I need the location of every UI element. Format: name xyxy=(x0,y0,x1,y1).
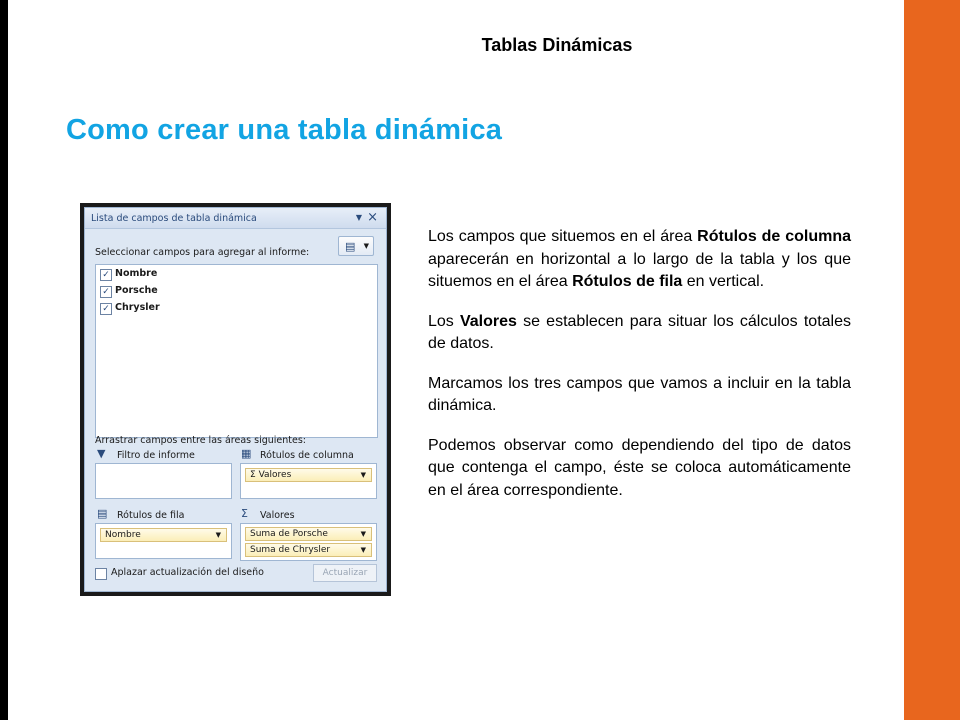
text-run: Los xyxy=(428,312,460,330)
chip-suma-chrysler[interactable] xyxy=(245,543,372,557)
bold-term: Rótulos de fila xyxy=(572,273,683,290)
area-title-columns: Rótulos de columna xyxy=(260,450,354,461)
update-button[interactable]: Actualizar xyxy=(313,564,377,582)
slide-title: Como crear una tabla dinámica xyxy=(66,114,503,146)
defer-update-checkbox[interactable] xyxy=(95,568,107,580)
layout-icon: ▤ xyxy=(345,240,356,253)
close-icon[interactable]: × xyxy=(367,210,378,225)
checkbox[interactable]: ✓ xyxy=(100,269,112,281)
select-fields-label: Seleccionar campos para agregar al informe: xyxy=(95,247,310,258)
pivot-field-list-screenshot xyxy=(80,203,391,596)
text-run: Marcamos los tres campos que vamos a incluir en la tabla dinámica. xyxy=(428,374,851,414)
field-label: Porsche xyxy=(115,285,158,296)
chip-label: Suma de Chrysler xyxy=(250,545,331,555)
pivot-field-list-panel xyxy=(84,207,387,592)
columns-drop-area[interactable] xyxy=(240,463,377,499)
chevron-down-icon: ▼ xyxy=(363,242,369,250)
chip-label: Valores xyxy=(258,470,292,480)
field-label: Nombre xyxy=(115,268,158,279)
panel-titlebar xyxy=(85,208,386,229)
values-drop-area[interactable] xyxy=(240,523,377,561)
chip-suma-porsche[interactable] xyxy=(245,527,372,541)
header-title: Tablas Dinámicas xyxy=(481,35,633,55)
paragraph-1 xyxy=(428,226,851,294)
chevron-down-icon: ▼ xyxy=(360,546,366,554)
chip-label: Nombre xyxy=(105,530,141,540)
text-run: en vertical. xyxy=(682,273,765,290)
rows-icon: ▤ xyxy=(97,507,108,520)
text-run: se establecen para situar los cálculos totales de datos. xyxy=(428,312,852,352)
chip-nombre[interactable] xyxy=(100,528,227,542)
chevron-down-icon: ▼ xyxy=(215,531,221,539)
field-label: Chrysler xyxy=(115,302,160,313)
field-list xyxy=(95,264,378,438)
rows-drop-area[interactable] xyxy=(95,523,232,559)
text-run: Los campos que situemos en el área xyxy=(428,228,698,245)
chevron-down-icon: ▼ xyxy=(360,530,366,538)
checkbox[interactable]: ✓ xyxy=(100,286,112,298)
layout-options-button[interactable] xyxy=(338,236,374,256)
panel-title: Lista de campos de tabla dinámica xyxy=(91,213,257,224)
chevron-down-icon: ▼ xyxy=(360,471,366,479)
left-edge-bar xyxy=(0,0,8,720)
chevron-down-icon[interactable]: ▼ xyxy=(355,213,362,222)
sigma-icon: Σ xyxy=(241,507,248,520)
paragraph-3 xyxy=(428,373,851,418)
paragraph-2 xyxy=(428,311,851,356)
right-accent-bar xyxy=(904,0,960,720)
area-title-filter: Filtro de informe xyxy=(117,450,195,461)
area-title-values: Valores xyxy=(260,510,295,521)
bold-term: Valores xyxy=(459,312,517,330)
chip-label: Suma de Porsche xyxy=(250,529,328,539)
sigma-icon: Σ xyxy=(250,470,256,480)
bold-term: Rótulos de columna xyxy=(697,228,851,245)
chip-valores[interactable] xyxy=(245,468,372,482)
drag-fields-label: Arrastrar campos entre las áreas siguientes: xyxy=(95,435,307,446)
defer-update-label: Aplazar actualización del diseño xyxy=(111,567,264,578)
filter-icon: ▼ xyxy=(97,447,106,460)
text-run: Podemos observar como dependiendo del tipo de datos que contenga el campo, éste se coloca automáticamente en el área correspondiente. xyxy=(428,436,851,499)
body-text xyxy=(428,226,851,519)
text-run: aparecerán en horizontal a lo largo de la tabla y los que situemos en el área xyxy=(428,250,851,290)
checkbox[interactable]: ✓ xyxy=(100,303,112,315)
area-title-rows: Rótulos de fila xyxy=(117,510,185,521)
paragraph-4 xyxy=(428,435,851,503)
filter-drop-area[interactable] xyxy=(95,463,232,499)
columns-icon: ▦ xyxy=(241,447,252,460)
